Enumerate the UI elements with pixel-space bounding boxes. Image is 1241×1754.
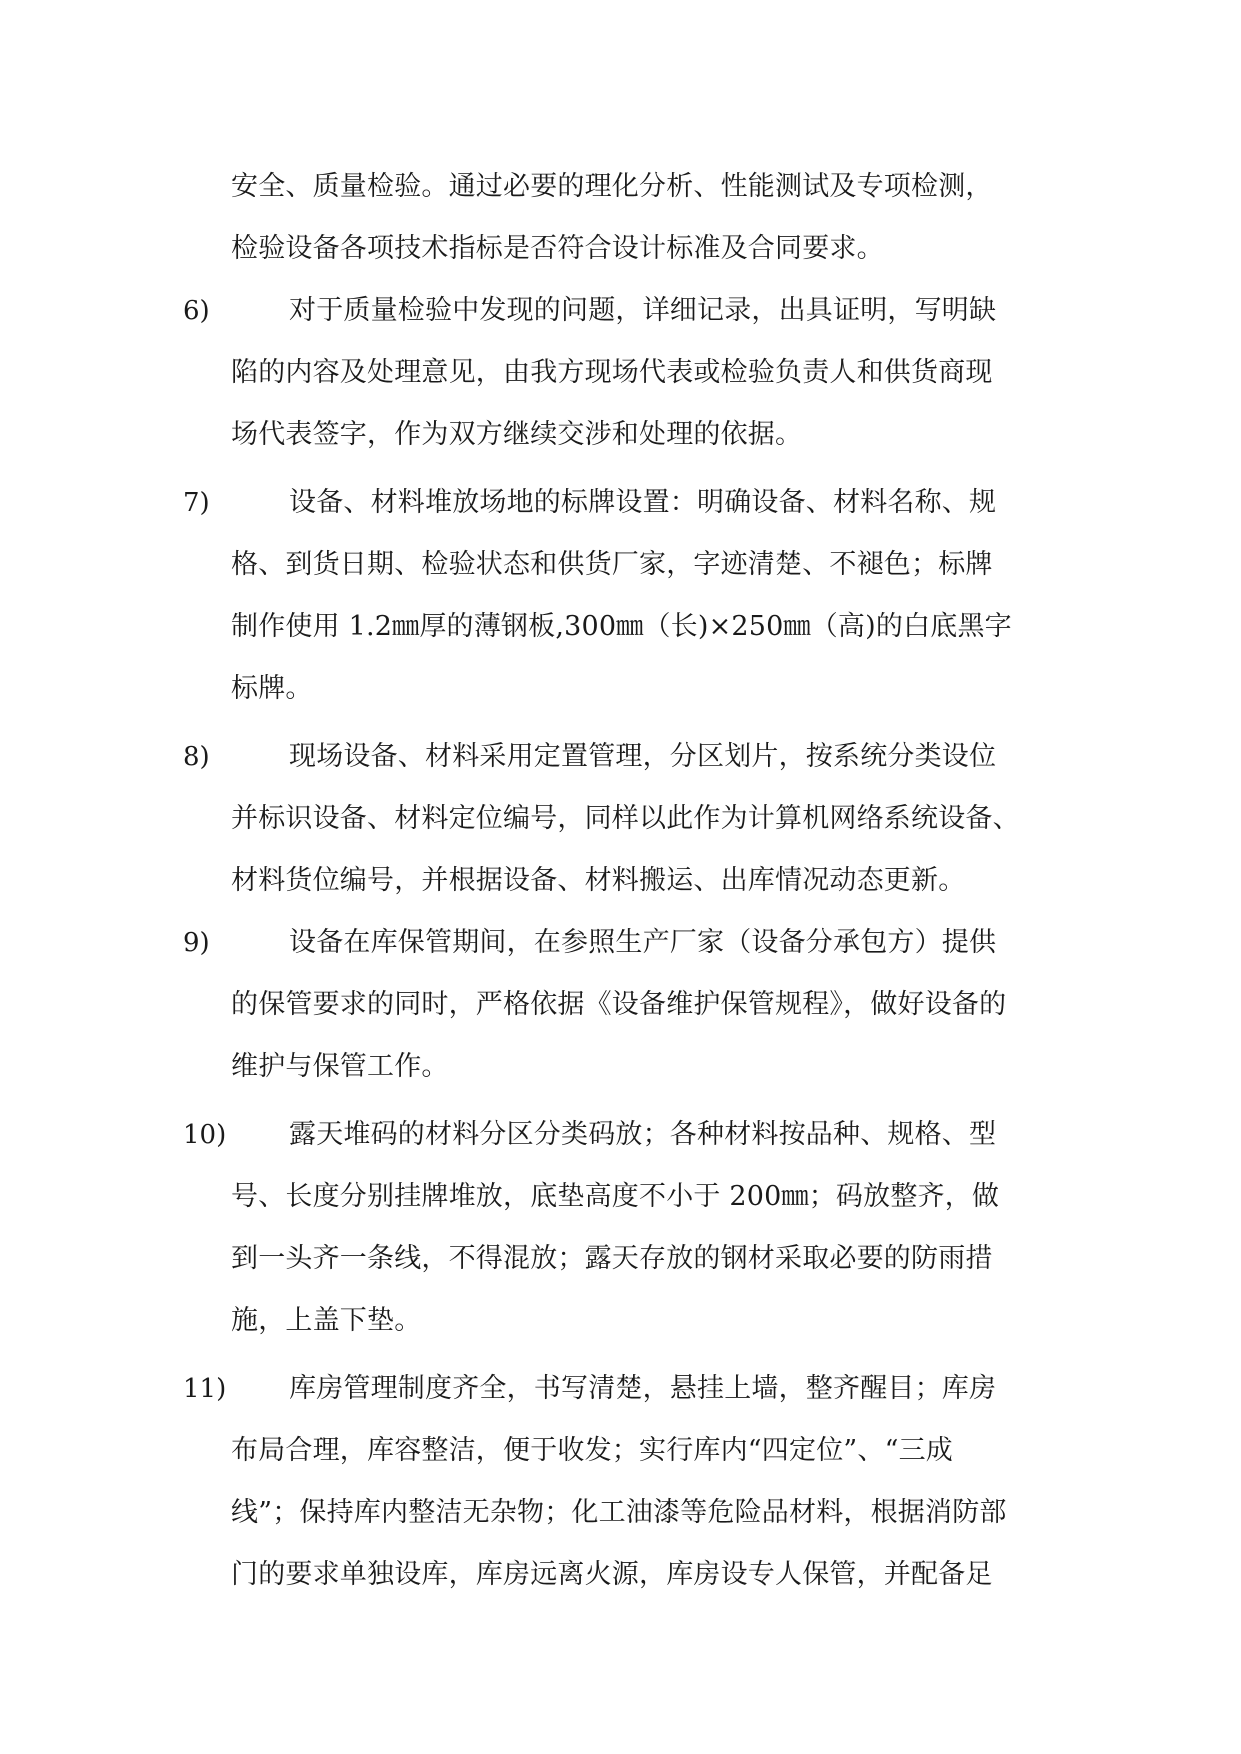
paragraph-line: 陷的内容及处理意见，由我方现场代表或检验负责人和供货商现 <box>231 357 993 388</box>
paragraph-line: 制作使用 1.2㎜厚的薄钢板,300㎜（长)×250㎜（高)的白底黑字 <box>231 611 1012 642</box>
list-item-number: 10) <box>183 1120 227 1150</box>
paragraph-line: 布局合理，库容整洁，便于收发；实行库内“四定位”、“三成 <box>231 1435 954 1466</box>
list-item-number: 7) <box>183 488 210 518</box>
paragraph-line: 施，上盖下垫。 <box>231 1305 422 1336</box>
paragraph-line: 标牌。 <box>231 673 313 704</box>
paragraph-line: 号、长度分别挂牌堆放，底垫高度不小于 200㎜；码放整齐，做 <box>231 1181 1000 1212</box>
paragraph-line: 格、到货日期、检验状态和供货厂家，字迹清楚、不褪色；标牌 <box>231 549 993 580</box>
list-item-number: 9) <box>183 928 210 958</box>
paragraph-line: 库房管理制度齐全，书写清楚，悬挂上墙，整齐醒目；库房 <box>289 1373 997 1404</box>
paragraph-line: 安全、质量检验。通过必要的理化分析、性能测试及专项检测， <box>231 171 993 202</box>
list-item-number: 8) <box>183 742 210 772</box>
paragraph-line: 门的要求单独设库，库房远离火源，库房设专人保管，并配备足 <box>231 1559 993 1590</box>
paragraph-line: 现场设备、材料采用定置管理，分区划片，按系统分类设位 <box>289 741 997 772</box>
paragraph-line: 材料货位编号，并根据设备、材料搬运、出库情况动态更新。 <box>231 865 966 896</box>
list-item-number: 11) <box>183 1374 227 1404</box>
paragraph-line: 线”；保持库内整洁无杂物；化工油漆等危险品材料，根据消防部 <box>231 1497 1007 1528</box>
paragraph-line: 的保管要求的同时，严格依据《设备维护保管规程》，做好设备的 <box>231 989 1007 1020</box>
paragraph-line: 对于质量检验中发现的问题，详细记录，出具证明，写明缺 <box>289 295 997 326</box>
paragraph-line: 场代表签字，作为双方继续交涉和处理的依据。 <box>231 419 803 450</box>
paragraph-line: 并标识设备、材料定位编号，同样以此作为计算机网络系统设备、 <box>231 803 1020 834</box>
paragraph-line: 设备、材料堆放场地的标牌设置：明确设备、材料名称、规 <box>289 487 997 518</box>
paragraph-line: 维护与保管工作。 <box>231 1051 449 1082</box>
paragraph-line: 到一头齐一条线，不得混放；露天存放的钢材采取必要的防雨措 <box>231 1243 993 1274</box>
paragraph-line: 露天堆码的材料分区分类码放；各种材料按品种、规格、型 <box>289 1119 997 1150</box>
list-item-number: 6) <box>183 296 210 326</box>
paragraph-line: 设备在库保管期间，在参照生产厂家（设备分承包方）提供 <box>289 927 997 958</box>
paragraph-line: 检验设备各项技术指标是否符合设计标准及合同要求。 <box>231 233 884 264</box>
